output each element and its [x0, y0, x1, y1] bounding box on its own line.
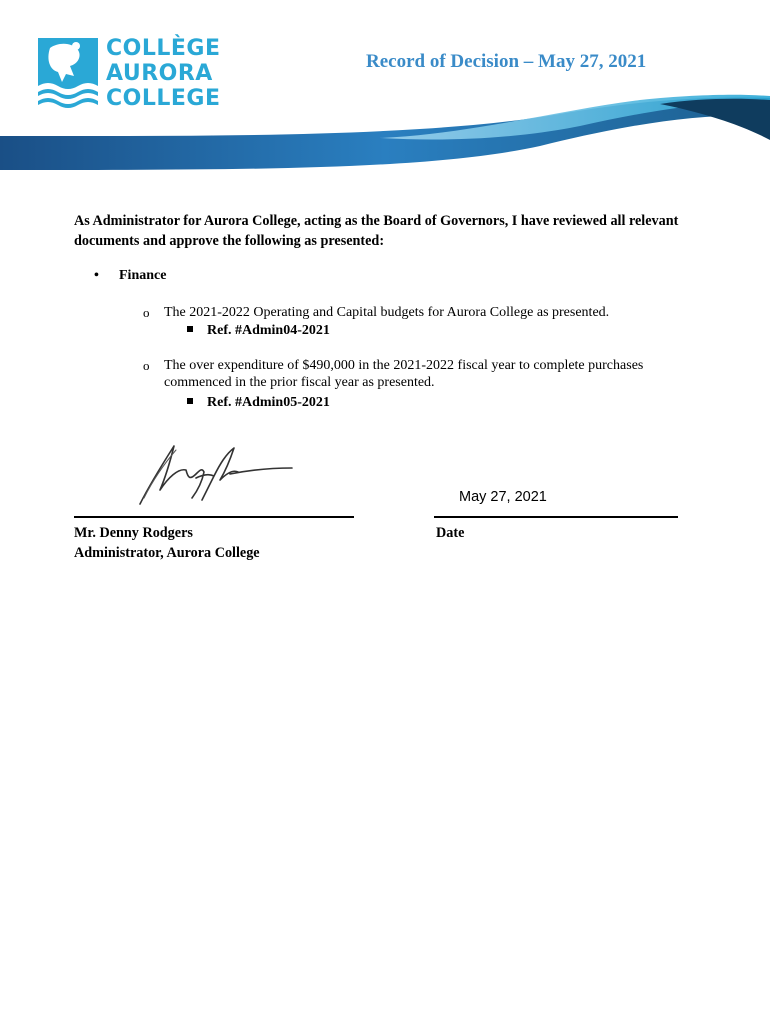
list-marker: o — [143, 358, 150, 373]
list-marker: o — [143, 305, 150, 320]
signature-line — [74, 516, 354, 518]
signer-block — [74, 523, 260, 563]
handwritten-signature — [130, 438, 300, 510]
date-label: Date — [436, 525, 465, 541]
intro-paragraph: As Administrator for Aurora College, acting as the Board of Governors, I have reviewed all relevant documents and approve the following as presented: — [74, 213, 679, 249]
logo-line-1: COLLÈGE — [106, 36, 221, 61]
signed-date: May 27, 2021 — [459, 489, 547, 505]
list-item-text: The 2021-2022 Operating and Capital budgets for Aurora College as presented. — [164, 305, 610, 320]
bullet-marker: • — [94, 268, 99, 283]
square-bullet-icon — [187, 398, 193, 404]
reference-line — [187, 394, 330, 411]
signer-title: Administrator, Aurora College — [74, 545, 260, 561]
header-swoosh-graphic — [0, 90, 770, 170]
section-title: Finance — [119, 268, 167, 283]
reference-line — [187, 322, 330, 339]
logo-line-3: COLLEGE — [106, 86, 221, 111]
logo-line-2: AURORA — [106, 61, 213, 86]
reference-text: Ref. #Admin05-2021 — [207, 395, 330, 410]
signer-name: Mr. Denny Rodgers — [74, 525, 193, 541]
date-line — [434, 516, 678, 518]
list-item-text: The over expenditure of $490,000 in the 2021-2022 fiscal year to complete purchases commenced in the prior fiscal year as presented. — [164, 358, 644, 390]
reference-text: Ref. #Admin04-2021 — [207, 323, 330, 338]
document-title: Record of Decision – May 27, 2021 — [366, 51, 647, 72]
square-bullet-icon — [187, 326, 193, 332]
